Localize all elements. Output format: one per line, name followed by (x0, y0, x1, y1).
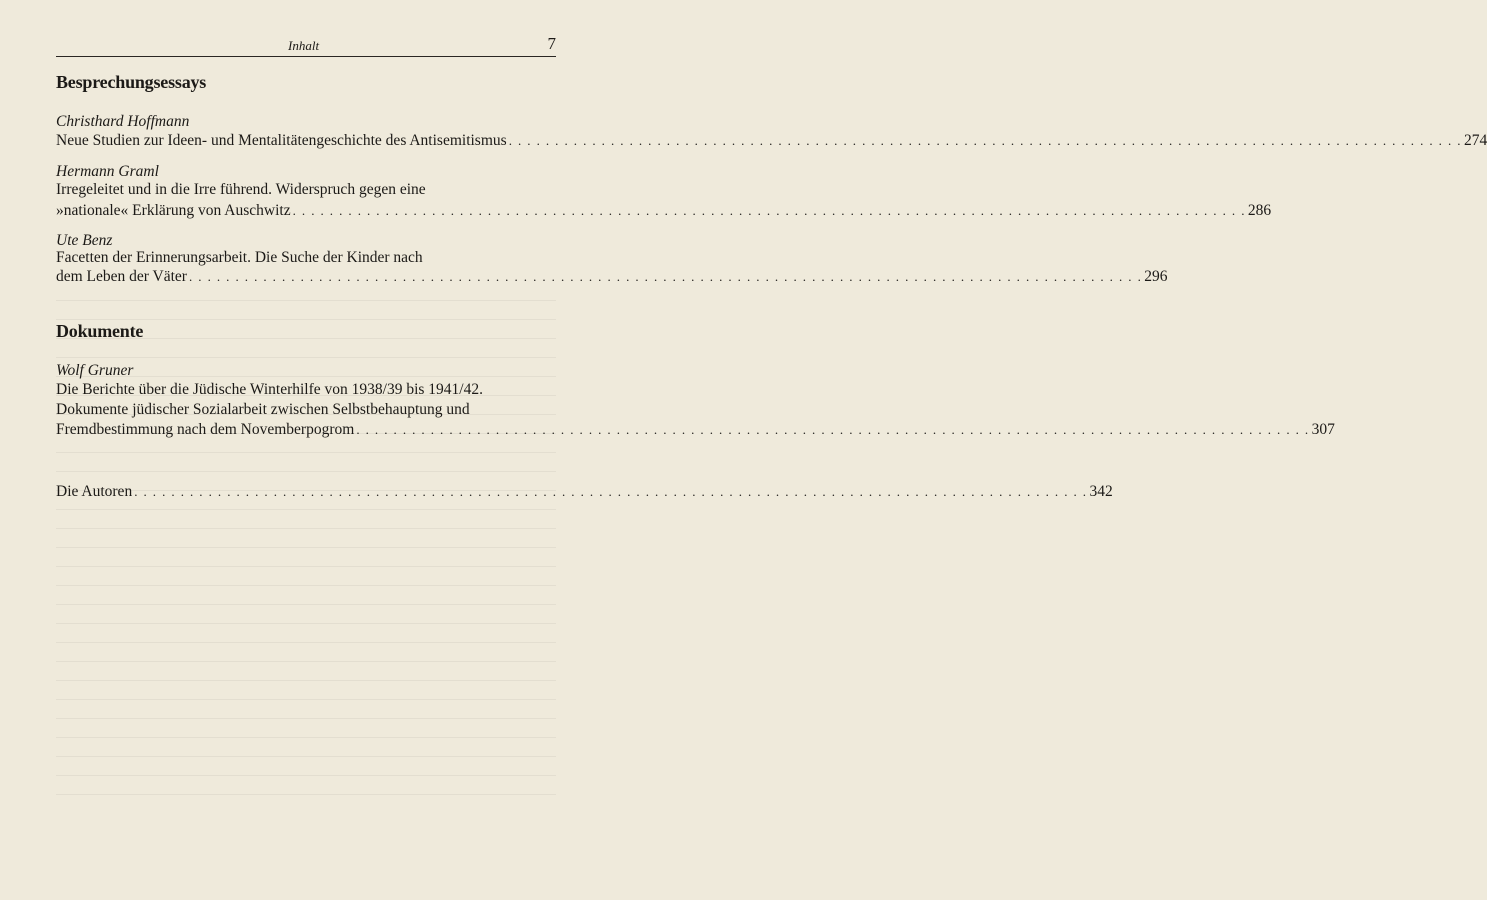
dot-leader: . . . . . . . . . . . . . . . . . . . . . . . . . . . . . . . . . . . . . . . . . . . . . . . . . . . . . . . . . . . . . . . . . . . . . . . . . . . . . . . . . . . . . . . . . . . . . . . . . . . . . . . (508, 133, 1462, 148)
entry-author: Ute Benz (56, 232, 113, 249)
dot-leader: . . . . . . . . . . . . . . . . . . . . . . . . . . . . . . . . . . . . . . . . . . . . . . . . . . . . . . . . . . . . . . . . . . . . . . . . . . . . . . . . . . . . . . . . . . . . . . . . . . . . . . . (134, 484, 1088, 499)
toc-entry-line[interactable] (56, 482, 1113, 502)
entry-title-line: Die Berichte über die Jüdische Winterhilfe von 1938/39 bis 1941/42. (56, 381, 483, 398)
entry-title-line: Neue Studien zur Ideen- und Mentalitätengeschichte des Antisemitismus (56, 132, 507, 149)
toc-entry-line[interactable] (56, 201, 1272, 221)
entry-author: Hermann Graml (56, 163, 159, 180)
running-title: Inhalt (288, 38, 320, 53)
entry-page-number: 296 (1144, 268, 1168, 285)
entry-page-number: 286 (1247, 202, 1272, 219)
toc-entry-line[interactable] (56, 131, 1487, 151)
toc-entry-line[interactable] (56, 267, 1168, 287)
entry-page-number: 342 (1089, 483, 1113, 500)
dot-leader: . . . . . . . . . . . . . . . . . . . . . . . . . . . . . . . . . . . . . . . . . . . . . . . . . . . . . . . . . . . . . . . . . . . . . . . . . . . . . . . . . . . . . . . . . . . . . . . . . . . . . . . (188, 269, 1143, 284)
toc-entry-line[interactable] (56, 420, 1335, 440)
entry-title-line: Irregeleitet und in die Irre führend. Widerspruch gegen eine (56, 181, 426, 198)
section-heading-dokumente: Dokumente (56, 321, 144, 341)
section-heading-besprechungsessays: Besprechungsessays (56, 72, 207, 92)
running-header (56, 34, 556, 57)
entry-author: Christhard Hoffmann (56, 113, 190, 130)
entry-author: Wolf Gruner (56, 362, 134, 379)
page-number: 7 (547, 34, 556, 53)
entry-title-line: Fremdbestimmung nach dem Novemberpogrom (56, 421, 355, 438)
entry-title-line: dem Leben der Väter (56, 268, 187, 285)
entry-page-number: 307 (1311, 421, 1335, 438)
entry-title-line: Die Autoren (56, 483, 133, 500)
dot-leader: . . . . . . . . . . . . . . . . . . . . . . . . . . . . . . . . . . . . . . . . . . . . . . . . . . . . . . . . . . . . . . . . . . . . . . . . . . . . . . . . . . . . . . . . . . . . . . . . . . . . . . . (292, 203, 1246, 218)
entry-title-line: »nationale« Erklärung von Auschwitz (56, 202, 291, 219)
entry-page-number: 274 (1463, 132, 1487, 149)
entry-title-line: Dokumente jüdischer Sozialarbeit zwischen Selbstbehauptung und (56, 401, 470, 418)
dot-leader: . . . . . . . . . . . . . . . . . . . . . . . . . . . . . . . . . . . . . . . . . . . . . . . . . . . . . . . . . . . . . . . . . . . . . . . . . . . . . . . . . . . . . . . . . . . . . . . . . . . . . . . (356, 422, 1310, 437)
entry-title-line: Facetten der Erinnerungsarbeit. Die Suche der Kinder nach (56, 249, 423, 266)
